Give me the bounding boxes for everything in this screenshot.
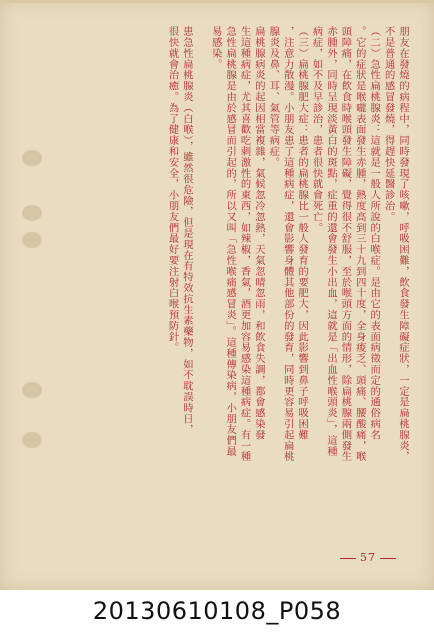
page-edge	[0, 0, 434, 3]
text-column: 不是普通的感冒發燒，得趕快延醫診治。	[382, 26, 395, 223]
text-column: 易感染。	[209, 26, 222, 70]
text-column: 急性扁桃腺是由於感冒而引起的，所以又叫「急性喉痛感冒炎」。這種傳染病，小朋友們最	[224, 26, 237, 457]
binding-hole-mark	[22, 432, 42, 448]
text-column: 頭障痛，在飲食時喉頭發生障礙，覺得很不舒服，至於喉頭方面的情形，除扁桃腺兩側發生	[339, 26, 352, 462]
binding-hole-mark	[22, 382, 42, 398]
image-caption: 20130610108_P058	[92, 597, 342, 625]
blank-column	[194, 26, 208, 546]
text-column: 生這種病症，尤其喜歡吃刺激性的東西，如辣椒，香氣，酒更加容易感染這種病症。有一種	[238, 26, 251, 462]
text-column: 。它的症狀是喉嚨表面發生赤腫，熱度高到三十九到四十度，全身痠乏、頭痛、腰酸痛，喉	[353, 26, 366, 462]
binding-hole-mark	[22, 150, 42, 166]
binding-hole-mark	[22, 205, 42, 221]
text-column: ，注意力散漫。小朋友患了這種病症，還會影響身體其他部份的發育，同時更容易引起扁桃	[281, 26, 294, 462]
text-column: 患急性扁桃腺炎（白喉），雖然很危險，但是現在有特效抗生素藥物，如不耽誤時日，	[180, 26, 193, 436]
text-column: （三）扁桃腺肥大症：患者的扁桃腺比一般人發育的要肥大，因此影響到鼻子呼吸困難	[296, 26, 309, 441]
text-column: 病症，如不及早診治，患者很快就會死亡。	[310, 26, 323, 234]
text-column: 赤腫外，同時呈現淡黃白的斑點，症重的還會發生小出血，這就是「出血性喉頭炎」，這種	[324, 26, 337, 457]
page-number: 57	[340, 551, 396, 564]
vertical-text-body	[58, 26, 410, 546]
binding-hole-mark	[22, 232, 42, 248]
text-column: 朋友在發燒的病程中，同時發現了咳嗽，呼吸困難，飲食發生障礙症狀，一定是扁桃腺炎，	[397, 26, 409, 462]
text-column: 很快就會治癒。為了健康和安全，小朋友們最好要注射白喉預防針。	[166, 26, 179, 353]
text-column: 腺炎及鼻、耳、氣管等病症。	[267, 26, 280, 168]
text-column: 扁桃腺病炎的起因相當複雜，氣候忽冷忽熱，天氣忽晴忽雨，和飲食失調，都會感染發	[252, 26, 265, 441]
text-column: （二）急性扁桃腺炎：這就是一般人所說的白喉症。是由它的表面病徵而定的通俗病名	[368, 26, 381, 441]
